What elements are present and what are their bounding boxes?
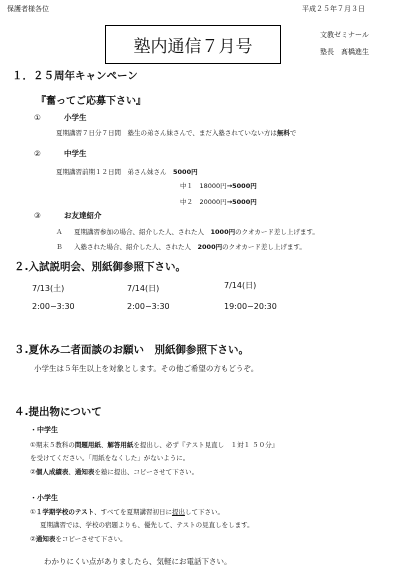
section-4-heading: ４.提出物について: [14, 406, 102, 418]
es-item1-text: 、すべてを夏期講習初日に: [94, 508, 172, 516]
s1-item1-heading: [34, 112, 87, 123]
ms-item2-marker: ②: [30, 468, 36, 476]
s1-item2-label: 中学生: [64, 149, 87, 158]
s1-item2-line1: [56, 167, 198, 176]
ms-item1-line1: [30, 440, 278, 449]
section-3-text: 小学生は５年生以上を対象とします。その他ご希望の方もどうぞ。: [34, 364, 259, 373]
elementary-label: ・小学生: [30, 494, 58, 502]
es-item1-tests: １学期学校のテスト: [35, 508, 95, 516]
es-item1-submit: 提出: [171, 508, 185, 516]
ms-item2-report-card: 通知表: [74, 468, 95, 476]
section-1-heading: １．２５周年キャンペーン: [12, 70, 138, 82]
ms-item1-sep: 、: [100, 441, 108, 449]
recipient: 保護者様各位: [7, 5, 49, 13]
s1-item2-marker: ②: [34, 149, 41, 158]
document-date: 平成２５年７月３日: [302, 5, 365, 13]
s1-item1-free: 無料: [276, 129, 290, 137]
middle-school-label: ・中学生: [30, 426, 58, 434]
es-item1-tail: して下さい。: [184, 508, 224, 516]
newsletter-title: 塾内通信７月号: [105, 25, 281, 64]
section-3-heading: ３.夏休み二者面談のお願い 別紙御参照下さい。: [14, 344, 249, 356]
s1-item1-marker: ①: [34, 113, 41, 122]
sender-name: 塾長 髙橋進生: [320, 48, 369, 56]
s1-item3-a-amount: 1000円: [210, 228, 236, 236]
s1-item2-line1-text: 夏期講習前期１２日間 弟さん妹さん: [56, 168, 173, 176]
s1-item2-line2: [180, 181, 257, 190]
s1-item1-text-end: で: [289, 129, 297, 137]
s1-item1-text: [56, 128, 296, 137]
ms-item1-line2: を受けてください。「用紙をなくした」がないように。: [30, 454, 190, 462]
ms-item1-tail: を提出し、必ず『テスト見直し １対１ ５０分』: [133, 441, 279, 449]
s1-item2-line3-price: →5000円: [226, 198, 257, 206]
s1-item2-line2-text: 中１ 18000円: [180, 182, 227, 190]
organization-name: 文教ゼミナール: [320, 31, 369, 39]
s1-item3-b-text: 入塾された場合、紹介した人、された人: [74, 243, 198, 251]
session-time-3: 19:00−20:30: [224, 302, 277, 311]
ms-item1-text: 期末５教科の: [35, 441, 75, 449]
s1-item3-label: お友達紹介: [64, 211, 102, 220]
session-date-1: 7/13(土): [32, 284, 65, 293]
session-date-2: 7/14(日): [127, 284, 160, 293]
ms-item2-sep: 、: [68, 468, 75, 476]
s1-item2-heading: [34, 148, 87, 159]
ms-item2: [30, 467, 198, 476]
s1-item3-a-text: 夏期講習参加の場合、紹介した人、された人: [74, 228, 211, 236]
es-item1-line2: 夏期講習では、学校の宿題よりも、優先して、テストの見直しをします。: [40, 521, 254, 529]
section-2-heading: ２.入試説明会、別紙御参照下さい。: [14, 261, 186, 273]
ms-item2-report: 個人成績表: [35, 468, 69, 476]
s1-item1-label: 小学生: [64, 113, 87, 122]
s1-item2-line3-text: 中２ 20000円: [180, 198, 227, 206]
s1-item3-a-marker: Ａ: [56, 228, 63, 236]
closing-note: わかりにくい点がありましたら、気軽にお電話下さい。: [44, 557, 232, 566]
s1-item2-line3: [180, 197, 257, 206]
s1-item1-text-main: 夏期講習７日分７日間 塾生の弟さん妹さんで、まだ入塾されていない方は: [56, 129, 277, 137]
s1-item3-line-a: [56, 227, 319, 236]
ms-item1-question-sheet: 問題用紙: [74, 441, 101, 449]
s1-item3-a-tail: のクオカード差し上げます。: [235, 228, 319, 236]
es-item2: [30, 534, 127, 543]
session-date-3: 7/14(日): [224, 281, 257, 290]
campaign-slogan: 『奮ってご応募下さい』: [36, 96, 146, 107]
es-item1-line1: [30, 507, 224, 516]
es-item1-marker: ①: [30, 508, 36, 516]
es-item2-marker: ②: [30, 535, 36, 543]
session-time-1: 2:00−3:30: [32, 302, 75, 311]
s1-item3-line-b: [56, 242, 306, 251]
es-item2-report-card: 通知表: [35, 535, 56, 543]
s1-item3-marker: ③: [34, 211, 41, 220]
ms-item2-tail: を塾に提出、コピーさせて下さい。: [94, 468, 199, 476]
s1-item3-heading: [34, 210, 102, 221]
s1-item3-b-marker: Ｂ: [56, 243, 63, 251]
ms-item1-marker: ①: [30, 441, 36, 449]
ms-item1-answer-sheet: 解答用紙: [107, 441, 134, 449]
session-time-2: 2:00−3:30: [127, 302, 170, 311]
s1-item2-line1-price: 5000円: [173, 168, 198, 176]
s1-item2-line2-price: →5000円: [226, 182, 257, 190]
s1-item3-b-tail: のクオカード差し上げます。: [222, 243, 306, 251]
s1-item3-b-amount: 2000円: [197, 243, 223, 251]
es-item2-tail: をコピーさせて下さい。: [55, 535, 127, 543]
